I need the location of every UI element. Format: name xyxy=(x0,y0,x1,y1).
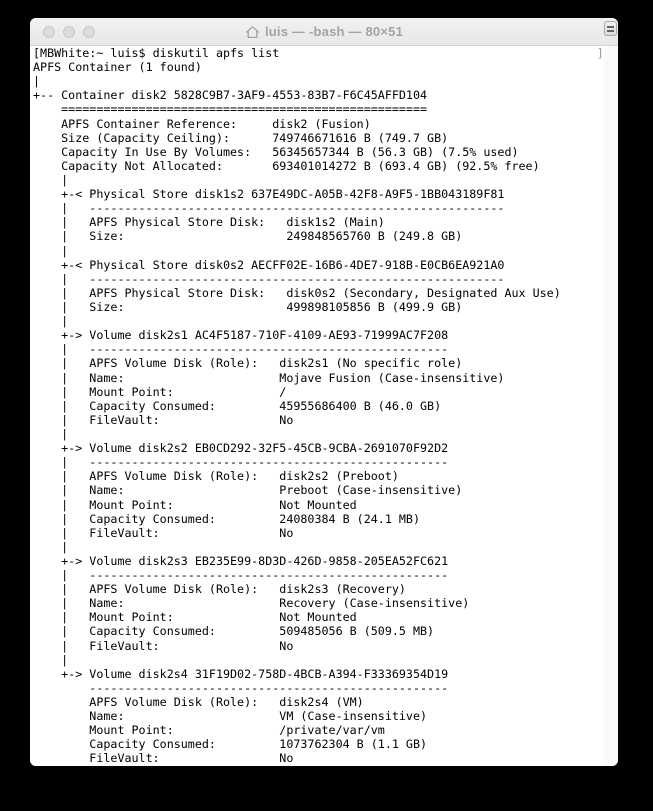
terminal-line: +-< Physical Store disk1s2 637E49DC-A05B-42F8-A9F5-1BB043189F81 xyxy=(33,187,505,202)
terminal-line: | --------------------------------------------------- xyxy=(33,455,449,470)
prompt-end-mark: ] xyxy=(596,46,604,60)
terminal-line: +-> Volume disk2s1 AC4F5187-710F-4109-AE93-71999AC7F208 xyxy=(33,328,449,343)
terminal-line: | Name: Mojave Fusion (Case-insensitive) xyxy=(33,370,505,385)
terminal-line: | Mount Point: Not Mounted xyxy=(33,610,357,625)
terminal-line: | Mount Point: / xyxy=(33,384,287,399)
terminal-output[interactable] xyxy=(30,46,604,766)
terminal-line: | APFS Physical Store Disk: disk1s2 (Main) xyxy=(33,215,385,230)
terminal-line: FileVault: No xyxy=(33,751,294,766)
terminal-line: +-> Volume disk2s4 31F19D02-758D-4BCB-A394-F33369354D19 xyxy=(33,666,449,681)
terminal-line: | Mount Point: Not Mounted xyxy=(33,497,357,512)
terminal-line: | FileVault: No xyxy=(33,638,294,653)
terminal-line: | xyxy=(33,172,69,187)
terminal-line: | FileVault: No xyxy=(33,412,294,427)
close-button[interactable] xyxy=(43,26,55,38)
terminal-line: | Name: Recovery (Case-insensitive) xyxy=(33,596,470,611)
terminal-line: +-- Container disk2 5828C9B7-3AF9-4553-83B7-F6C45AFFD104 xyxy=(33,88,428,103)
scrollbar-track[interactable] xyxy=(604,46,618,766)
terminal-line: | Capacity Consumed: 24080384 B (24.1 MB) xyxy=(33,511,421,526)
terminal-line: APFS Container Reference: disk2 (Fusion) xyxy=(33,116,371,131)
terminal-line: ==================================================== xyxy=(33,102,428,117)
terminal-line: Name: VM (Case-insensitive) xyxy=(33,709,428,724)
split-pane-button[interactable] xyxy=(604,21,617,36)
traffic-lights xyxy=(43,26,95,38)
terminal-line: +-> Volume disk2s2 EB0CD292-32F5-45CB-9CBA-2691070F92D2 xyxy=(33,441,449,456)
split-pane-bar xyxy=(607,26,614,28)
terminal-line: Capacity Not Allocated: 693401014272 B (693.4 GB) (92.5% free) xyxy=(33,158,540,173)
zoom-button[interactable] xyxy=(83,26,95,38)
terminal-line: | --------------------------------------------------- xyxy=(33,568,449,583)
terminal-line: Capacity Consumed: 1073762304 B (1.1 GB) xyxy=(33,737,428,752)
terminal-line: | xyxy=(33,539,69,554)
terminal-line: | Size: 249848565760 B (249.8 GB) xyxy=(33,229,463,244)
terminal-line: | APFS Physical Store Disk: disk0s2 (Secondary, Designated Aux Use) xyxy=(33,285,561,300)
terminal-line: Mount Point: /private/var/vm xyxy=(33,723,385,738)
title-group xyxy=(245,24,403,39)
terminal-line: APFS Volume Disk (Role): disk2s4 (VM) xyxy=(33,695,364,710)
terminal-line: | xyxy=(33,74,41,89)
terminal-line: | APFS Volume Disk (Role): disk2s3 (Recovery) xyxy=(33,582,406,597)
terminal-line: +-< Physical Store disk0s2 AECFF02E-16B6-4DE7-918B-E0CB6EA921A0 xyxy=(33,257,505,272)
prompt-text: [MBWhite:~ luis$ diskutil apfs list xyxy=(33,46,280,60)
terminal-line: | xyxy=(33,426,69,441)
terminal-line: | xyxy=(33,243,69,258)
terminal-line: | APFS Volume Disk (Role): disk2s1 (No specific role) xyxy=(33,356,463,371)
terminal-window xyxy=(30,18,618,766)
terminal-line: +-> Volume disk2s3 EB235E99-8D3D-426D-9858-205EA52FC621 xyxy=(33,553,449,568)
window-title: luis — -bash — 80×51 xyxy=(264,24,404,39)
terminal-line: | xyxy=(33,652,69,667)
home-folder-icon[interactable] xyxy=(245,25,260,39)
minimize-button[interactable] xyxy=(63,26,75,38)
terminal-line: | APFS Volume Disk (Role): disk2s2 (Preboot) xyxy=(33,469,399,484)
terminal-line: --------------------------------------------------- xyxy=(33,680,449,695)
split-pane-bar xyxy=(607,30,614,32)
terminal-line: Capacity In Use By Volumes: 56345657344 B (56.3 GB) (7.5% used) xyxy=(33,144,519,159)
terminal-line: | Capacity Consumed: 45955686400 B (46.0 GB) xyxy=(33,398,442,413)
terminal-line: Size (Capacity Ceiling): 749746671616 B (749.7 GB) xyxy=(33,130,449,145)
terminal-line: | --------------------------------------------------- xyxy=(33,342,449,357)
terminal-line: APFS Container (1 found) xyxy=(33,60,202,75)
title-bar[interactable] xyxy=(30,18,618,46)
terminal-line: | ----------------------------------------------------------- xyxy=(33,271,505,286)
terminal-line: | ----------------------------------------------------------- xyxy=(33,201,505,216)
terminal-line: | xyxy=(33,314,69,329)
terminal-line: | Name: Preboot (Case-insensitive) xyxy=(33,483,463,498)
terminal-line: | Size: 499898105856 B (499.9 GB) xyxy=(33,299,463,314)
terminal-prompt-line xyxy=(33,46,604,60)
terminal-line: | Capacity Consumed: 509485056 B (509.5 MB) xyxy=(33,624,435,639)
terminal-line: | FileVault: No xyxy=(33,525,294,540)
